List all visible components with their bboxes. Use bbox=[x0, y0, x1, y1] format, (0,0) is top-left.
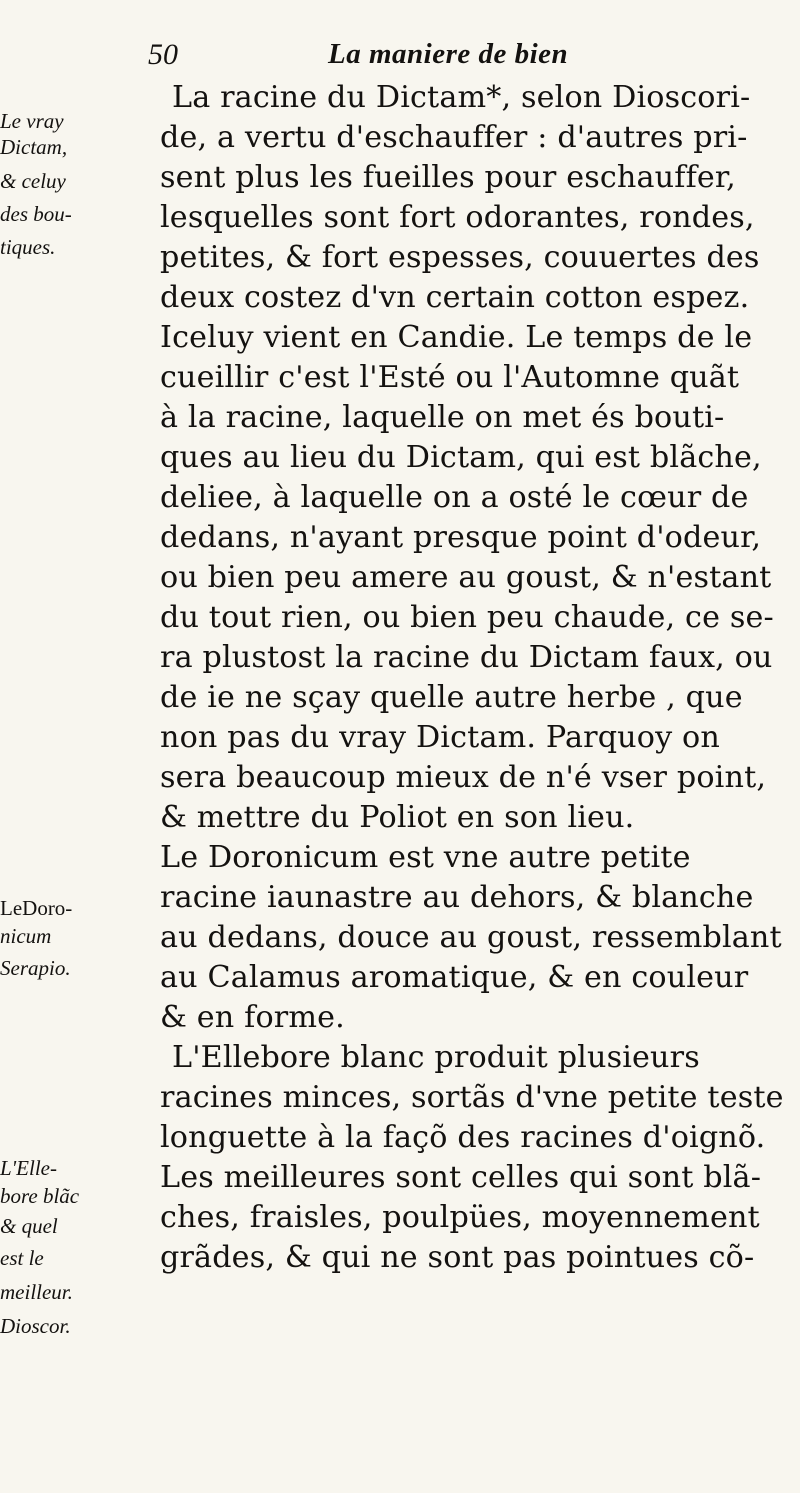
text-line: ra plustost la racine du Dictam faux, ou bbox=[160, 640, 773, 675]
text-line: lesquelles sont fort odorantes, rondes, bbox=[160, 200, 755, 235]
margin-note-line: des bou- bbox=[0, 202, 72, 226]
text-line: ou bien peu amere au goust, & n'estant bbox=[160, 560, 772, 595]
text-line: Le Doronicum est vne autre petite bbox=[160, 840, 691, 875]
margin-note-line: L'Elle- bbox=[0, 1156, 57, 1180]
text-line: & en forme. bbox=[160, 1000, 345, 1035]
margin-note-line: LeDoro- bbox=[0, 896, 73, 920]
text-line: racines minces, sortãs d'vne petite teste bbox=[160, 1080, 784, 1115]
text-line: dedans, n'ayant presque point d'odeur, bbox=[160, 520, 762, 555]
text-line: de, a vertu d'eschauffer : d'autres pri- bbox=[160, 120, 748, 155]
text-line: au Calamus aromatique, & en couleur bbox=[160, 960, 749, 995]
margin-note-line: Le vray bbox=[0, 109, 64, 133]
text-line: de ie ne sçay quelle autre herbe , que bbox=[160, 680, 743, 715]
text-line: cueillir c'est l'Esté ou l'Automne quãt bbox=[160, 360, 740, 395]
text-line: & mettre du Poliot en son lieu. bbox=[160, 800, 635, 835]
page-number: 50 bbox=[148, 38, 178, 71]
text-line: ches, fraisles, poulpües, moyennement bbox=[160, 1200, 760, 1235]
text-line: sent plus les fueilles pour eschauffer, bbox=[160, 160, 736, 195]
text-line: au dedans, douce au goust, ressemblant bbox=[160, 920, 782, 955]
text-line: ques au lieu du Dictam, qui est blãche, bbox=[160, 440, 762, 475]
margin-note-line: Dioscor. bbox=[0, 1314, 71, 1338]
margin-note-line: & quel bbox=[0, 1214, 58, 1238]
margin-note-line: est le bbox=[0, 1246, 44, 1270]
margin-note-line: bore blãc bbox=[0, 1184, 80, 1208]
text-line: longuette à la façõ des racines d'oignõ. bbox=[160, 1120, 766, 1155]
text-line: Iceluy vient en Candie. Le temps de le bbox=[160, 320, 753, 355]
text-line: Les meilleures sont celles qui sont blã- bbox=[160, 1160, 762, 1195]
running-title: La maniere de bien bbox=[328, 38, 569, 70]
text-line: non pas du vray Dictam. Parquoy on bbox=[160, 720, 720, 755]
text-line: à la racine, laquelle on met és bouti- bbox=[160, 400, 725, 435]
text-line: deliee, à laquelle on a osté le cœur de bbox=[160, 480, 749, 515]
text-line: sera beaucoup mieux de n'é vser point, bbox=[160, 760, 767, 795]
margin-note-line: & celuy bbox=[0, 169, 66, 193]
margin-note-line: meilleur. bbox=[0, 1280, 73, 1304]
text-line: grãdes, & qui ne sont pas pointues cõ- bbox=[160, 1240, 755, 1275]
margin-note-line: Dictam, bbox=[0, 135, 68, 159]
text-line: La racine du Dictam*, selon Dioscori- bbox=[172, 80, 751, 115]
text-line: du tout rien, ou bien peu chaude, ce se- bbox=[160, 600, 774, 635]
margin-note-line: nicum bbox=[0, 924, 52, 948]
margin-note-line: tiques. bbox=[0, 235, 56, 259]
text-line: deux costez d'vn certain cotton espez. bbox=[160, 280, 750, 315]
margin-note-line: Serapio. bbox=[0, 956, 71, 980]
text-line: petites, & fort espesses, couuertes des bbox=[160, 240, 760, 275]
text-line: L'Ellebore blanc produit plusieurs bbox=[172, 1040, 700, 1075]
text-line: racine iaunastre au dehors, & blanche bbox=[160, 880, 754, 915]
